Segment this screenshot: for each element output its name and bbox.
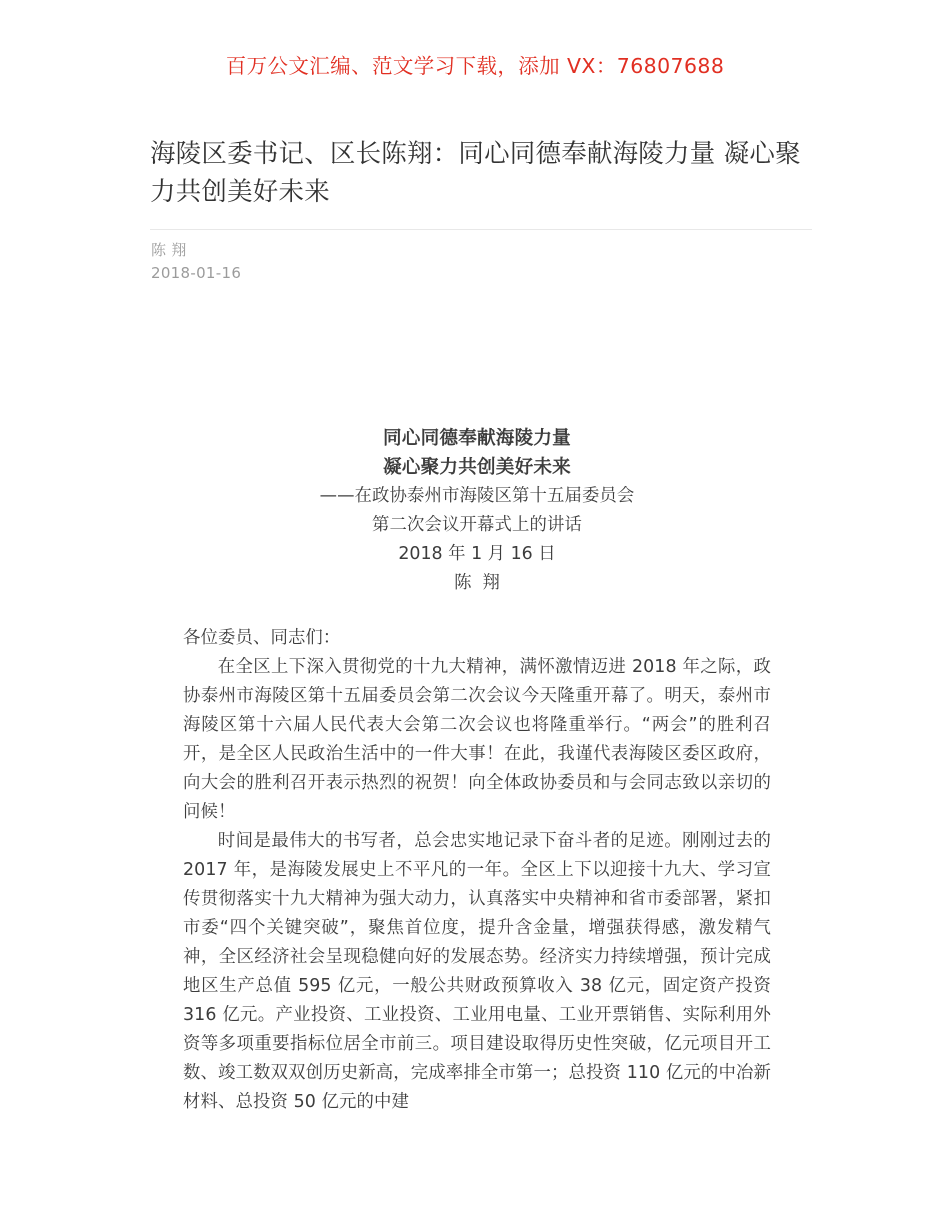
body-paragraph: 时间是最伟大的书写者，总会忠实地记录下奋斗者的足迹。刚刚过去的 2017 年，是海陵发展史上不平凡的一年。全区上下以迎接十九大、学习宣传贯彻落实十九大精神为强大动力，认真落实中央精神和省市委部署，紧扣市委“四个关键突破”，聚焦首位度，提升含金量，增强获得感，激发精气神，全区经济社会呈现稳健向好的发展态势。经济实力持续增强，预计完成地区生产总值 595 亿元，一般公共财政预算收入 38 亿元，固定资产投资 316 亿元。产业投资、工业投资、工业用电量、工业开票销售、实际利用外资等多项重要指标位居全市前三。项目建设取得历史性突破，亿元项目开工数、竣工数双双创历史新高，完成率排全市第一；总投资 110 亿元的中冶新材料、总投资 50 亿元的中建 (183, 831, 771, 1112)
promo-banner-text: 百万公文汇编、范文学习下载，添加 VX：76807688 (225, 54, 725, 78)
speech-subheading-line-2: 第二次会议开幕式上的讲话 (372, 515, 582, 535)
speech-subheading-line-1: ——在政协泰州市海陵区第十五届委员会 (319, 486, 635, 506)
byline-author: 陈 翔 (151, 241, 187, 259)
header-divider (150, 229, 812, 230)
promo-banner (0, 52, 950, 80)
byline-date: 2018-01-16 (151, 264, 242, 282)
speech-salutation: 各位委员、同志们： (183, 628, 341, 648)
document-body (183, 424, 771, 1117)
page-title: 海陵区委书记、区长陈翔：同心同德奉献海陵力量 凝心聚力共创美好未来 (150, 139, 801, 207)
byline (151, 239, 651, 285)
speech-heading-line-1: 同心同德奉献海陵力量 (383, 428, 571, 449)
article-header (150, 135, 812, 211)
speech-subheading (183, 482, 771, 540)
body-paragraph: 在全区上下深入贯彻党的十九大精神，满怀激情迈进 2018 年之际，政协泰州市海陵区第十五届委员会第二次会议今天隆重开幕了。明天，泰州市海陵区第十六届人民代表大会第二次会议也将隆重举行。“两会”的胜利召开，是全区人民政治生活中的一件大事！在此，我谨代表海陵区委区政府，向大会的胜利召开表示热烈的祝贺！向全体政协委员和与会同志致以亲切的问候！ (183, 657, 771, 822)
speech-heading (183, 424, 771, 482)
speech-signature: 陈 翔 (454, 573, 500, 593)
speech-heading-line-2: 凝心聚力共创美好未来 (383, 457, 571, 478)
speech-date: 2018 年 1 月 16 日 (398, 544, 556, 564)
